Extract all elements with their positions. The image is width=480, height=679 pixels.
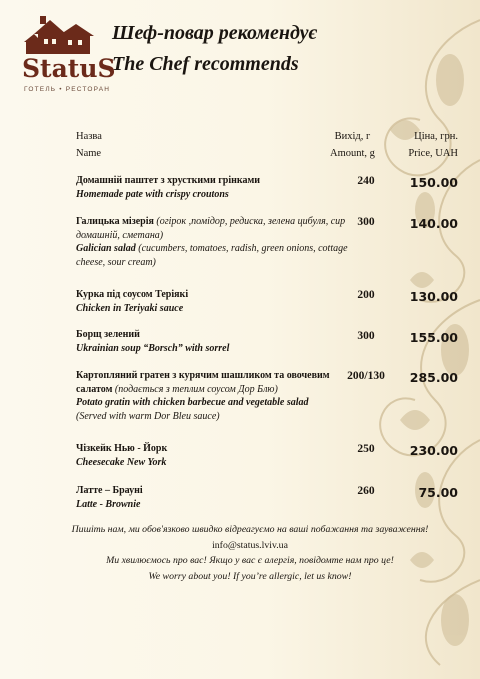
page-title-ua: Шеф-повар рекомендує	[112, 22, 317, 44]
item-note-en: (Served with warm Dor Bleu sauce)	[76, 410, 220, 422]
logo-wordmark: StatuS	[22, 54, 116, 83]
item-name-ua: Картопляний гратен з курячим шашликом та овочевим салатом	[76, 370, 330, 395]
item-name-en: Cheesecake New York	[76, 456, 167, 468]
item-amount: 200/130	[347, 370, 385, 382]
item-name-ua: Курка під соусом Теріякі	[76, 289, 189, 300]
header-name-en: Name	[76, 148, 102, 159]
item-name-en: Homemade pate with crispy croutons	[76, 188, 229, 200]
item-amount: 260	[357, 485, 375, 497]
logo-subtitle: ГОТЕЛЬ • РЕСТОРАН	[24, 86, 111, 93]
item-amount: 300	[357, 216, 375, 228]
item-note-ua: (подається з теплим соусом Дор Блю)	[114, 383, 278, 395]
footer-note	[40, 522, 460, 584]
menu-item	[76, 484, 348, 511]
footer-line-allergy-en: We worry about you! If you’re allergic, let us know!	[148, 570, 352, 582]
item-name-en: Ukrainian soup “Borsch” with sorrel	[76, 342, 230, 354]
item-name-ua: Домашній паштет з хрусткими грінками	[76, 175, 261, 186]
item-price: 230.00	[409, 443, 458, 458]
item-name-ua: Латте – Брауні	[76, 485, 143, 496]
footer-email-link[interactable]: info@status.lviv.ua	[212, 539, 288, 551]
item-price: 285.00	[409, 370, 458, 385]
menu-item	[76, 442, 348, 469]
header-amount	[330, 128, 375, 162]
item-amount: 200	[357, 289, 375, 301]
status-logo	[18, 14, 116, 93]
header-amount-en: Amount, g	[330, 148, 375, 159]
header-name-ua: Назва	[76, 131, 102, 142]
item-price: 130.00	[409, 289, 458, 304]
item-name-en: Galician salad	[76, 243, 136, 254]
item-amount: 300	[357, 330, 375, 342]
item-note-en: (cucumbers, tomatoes, radish, green onions, cottage cheese, sour cream)	[76, 243, 348, 268]
menu-item	[76, 369, 348, 423]
item-price: 150.00	[409, 175, 458, 190]
item-name-ua: Борщ зелений	[76, 329, 140, 340]
menu-item	[76, 215, 348, 269]
menu-item	[76, 288, 348, 315]
item-name-en: Latte - Brownie	[76, 498, 141, 510]
header-price-en: Price, UAH	[408, 148, 458, 159]
header-name	[76, 128, 102, 162]
header-price-ua: Ціна, грн.	[414, 131, 458, 142]
footer-line-feedback: Пишіть нам, ми обов'язково швидко відреагуємо на ваші побажання та зауваження!	[71, 524, 429, 535]
item-amount: 240	[357, 175, 375, 187]
item-price: 155.00	[409, 330, 458, 345]
item-price: 140.00	[409, 216, 458, 231]
header-price	[408, 128, 458, 162]
item-name-ua: Чізкейк Нью - Йорк	[76, 443, 168, 454]
item-name-en: Chicken in Teriyaki sauce	[76, 302, 184, 314]
item-note-ua: (огірок ,помідор, редиска, зелена цибуля, сир домашній, сметана)	[76, 216, 346, 241]
item-name-ua: Галицька мізерія	[76, 216, 154, 227]
item-name-en: Potato gratin with chicken barbecue and vegetable salad	[76, 397, 309, 408]
menu-item	[76, 174, 348, 201]
item-price: 75.00	[418, 485, 458, 500]
menu-item	[76, 328, 348, 355]
page-title-en: The Chef recommends	[112, 53, 299, 75]
item-amount: 250	[357, 443, 375, 455]
footer-line-allergy-ua: Ми хвилюємось про вас! Якщо у вас є алергія, повідомте нам про це!	[106, 555, 394, 566]
header-amount-ua: Вихід, г	[334, 131, 371, 142]
